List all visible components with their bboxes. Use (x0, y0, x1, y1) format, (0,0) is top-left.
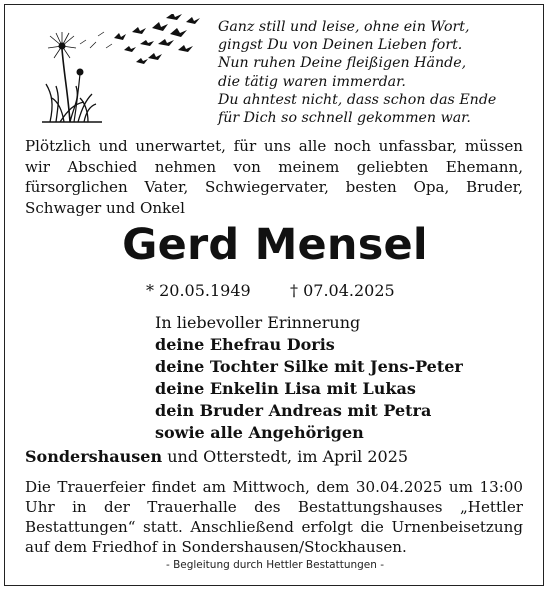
place-name: Sondershausen (25, 447, 163, 466)
poem-line: gingst Du von Deinen Lieben fort. (218, 37, 463, 54)
place-date (25, 447, 408, 466)
poem (218, 18, 538, 127)
death-date: † 07.04.2025 (290, 281, 395, 300)
intro-text: Plötzlich und unerwartet, für uns alle noch unfassbar, müssen wir Abschied nehmen von meinem geliebten Ehemann, fürsorglichen Vater, Schwiegervater, besten Opa, Bruder, Schwager und Onkel (25, 137, 523, 217)
place-rest: und Otterstedt, im April 2025 (162, 447, 409, 466)
deceased-name: Gerd Mensel (122, 220, 428, 270)
footer-note: - Begleitung durch Hettler Bestattungen - (165, 559, 385, 571)
mourner-line: dein Bruder Andreas mit Petra (155, 401, 432, 420)
poem-line: die tätig waren immerdar. (218, 73, 406, 90)
mourner-line: deine Tochter Silke mit Jens-Peter (155, 357, 463, 376)
poem-line: Du ahntest nicht, dass schon das Ende (218, 91, 497, 108)
mourners-list (155, 312, 463, 444)
dandelion-with-birds-icon (40, 14, 200, 124)
poem-line: Ganz still und leise, ohne ein Wort, (218, 19, 470, 35)
birth-date: * 20.05.1949 (146, 281, 251, 300)
poem-line: Nun ruhen Deine fleißigen Hände, (218, 55, 467, 72)
mourner-line: deine Ehefrau Doris (155, 335, 335, 354)
mourner-line: deine Enkelin Lisa mit Lukas (155, 379, 416, 398)
mourners-intro: In liebevoller Erinnerung (155, 313, 361, 332)
mourner-line: sowie alle Angehörigen (155, 423, 364, 442)
funeral-notice: Die Trauerfeier findet am Mittwoch, dem 30.04.2025 um 13:00 Uhr in der Trauerhalle des Bestattungshauses „Hettler Bestattungen“ statt. Anschließend erfolgt die Urnenbeisetzung auf dem Friedhof in Sondershausen/Stockhausen. (25, 478, 523, 556)
poem-line: für Dich so schnell gekommen war. (218, 110, 471, 127)
